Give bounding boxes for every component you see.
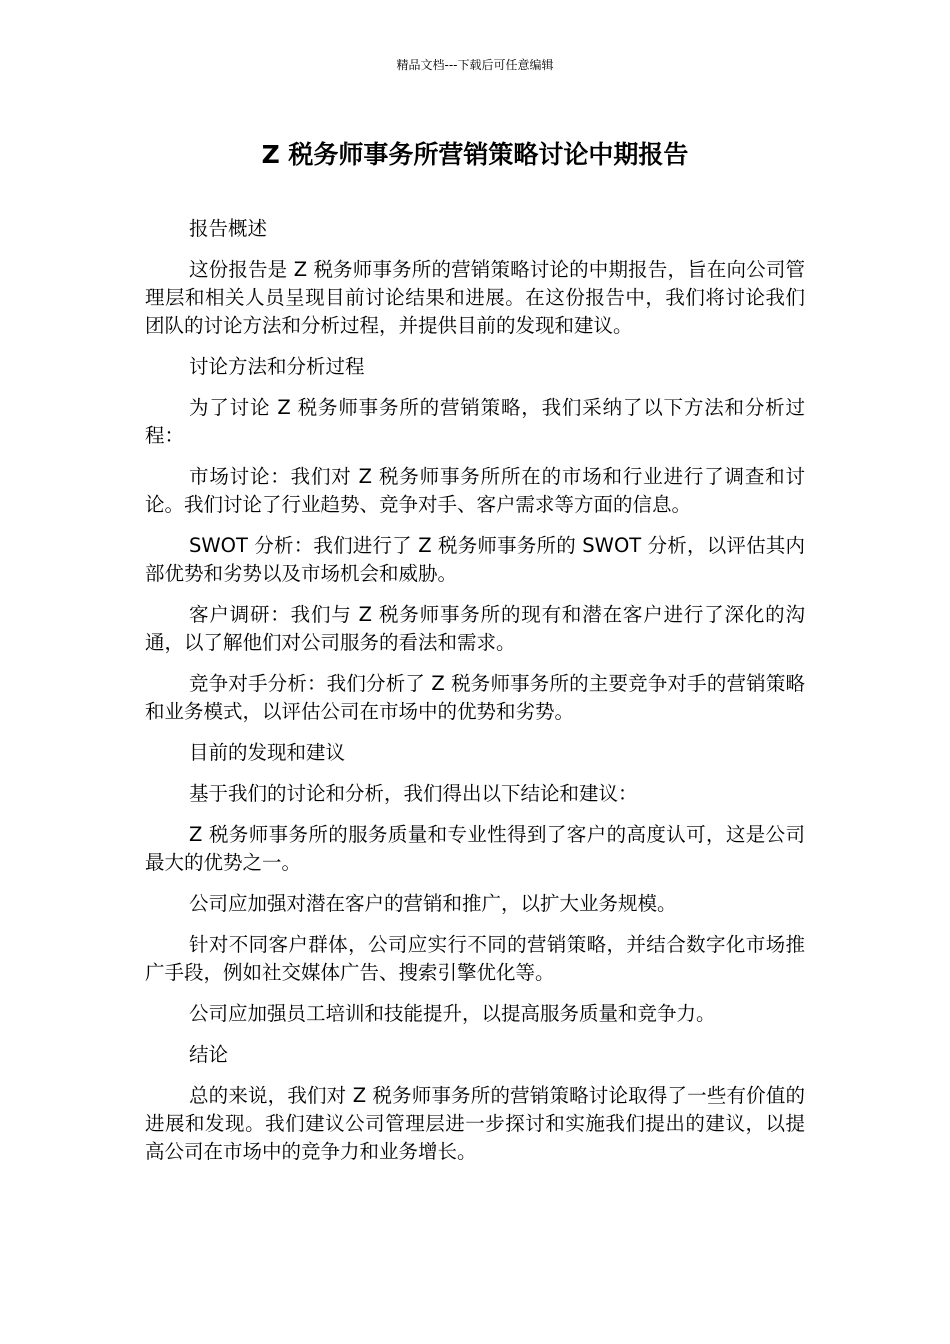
paragraph-finding-segments: 针对不同客户群体，公司应实行不同的营销策略，并结合数字化市场推广手段，例如社交媒体广告、搜索引擎优化等。 bbox=[145, 933, 805, 984]
section-heading-conclusion: 结论 bbox=[189, 1043, 229, 1066]
paragraph-finding-quality: Z 税务师事务所的服务质量和专业性得到了客户的高度认可，这是公司最大的优势之一。 bbox=[145, 823, 805, 874]
paragraph-finding-marketing: 公司应加强对潜在客户的营销和推广，以扩大业务规模。 bbox=[189, 892, 677, 915]
page-header-note: 精品文档---下载后可任意编辑 bbox=[396, 58, 554, 72]
paragraph-methods-intro: 为了讨论 Z 税务师事务所的营销策略，我们采纳了以下方法和分析过程： bbox=[145, 396, 805, 447]
paragraph-finding-training: 公司应加强员工培训和技能提升，以提高服务质量和竞争力。 bbox=[189, 1002, 716, 1025]
paragraph-findings-intro: 基于我们的讨论和分析，我们得出以下结论和建议： bbox=[189, 782, 638, 805]
section-heading-findings: 目前的发现和建议 bbox=[189, 741, 346, 764]
section-heading-overview: 报告概述 bbox=[189, 217, 268, 240]
section-heading-methods: 讨论方法和分析过程 bbox=[189, 355, 365, 378]
paragraph-competitor-analysis: 竞争对手分析：我们分析了 Z 税务师事务所的主要竞争对手的营销策略和业务模式，以评估公司在市场中的优势和劣势。 bbox=[145, 672, 805, 723]
paragraph-swot: SWOT 分析：我们进行了 Z 税务师事务所的 SWOT 分析，以评估其内部优势和劣势以及市场机会和威胁。 bbox=[145, 534, 805, 585]
document-title: Z 税务师事务所营销策略讨论中期报告 bbox=[261, 140, 689, 169]
paragraph-market-research: 市场讨论：我们对 Z 税务师事务所所在的市场和行业进行了调查和讨论。我们讨论了行业趋势、竞争对手、客户需求等方面的信息。 bbox=[145, 465, 805, 516]
paragraph-intro: 这份报告是 Z 税务师事务所的营销策略讨论的中期报告，旨在向公司管理层和相关人员呈现目前讨论结果和进展。在这份报告中，我们将讨论我们团队的讨论方法和分析过程，并提供目前的发现和建议。 bbox=[145, 258, 805, 337]
paragraph-conclusion: 总的来说，我们对 Z 税务师事务所的营销策略讨论取得了一些有价值的进展和发现。我们建议公司管理层进一步探讨和实施我们提出的建议，以提高公司在市场中的竞争力和业务增长。 bbox=[145, 1084, 805, 1163]
document-body bbox=[145, 215, 805, 1179]
paragraph-customer-research: 客户调研：我们与 Z 税务师事务所的现有和潜在客户进行了深化的沟通，以了解他们对公司服务的看法和需求。 bbox=[145, 603, 805, 654]
